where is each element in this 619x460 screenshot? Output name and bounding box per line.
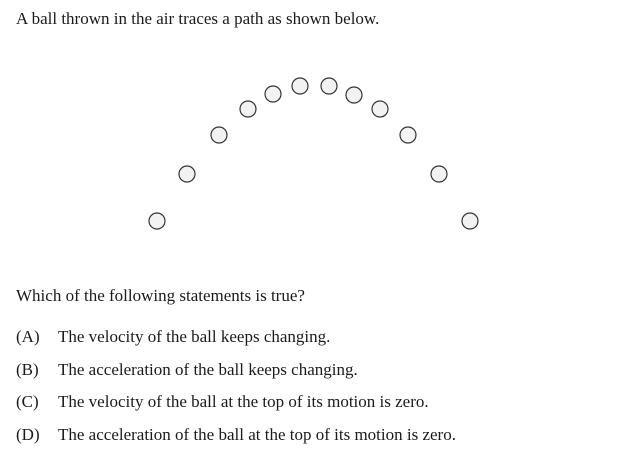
ball-8 — [346, 87, 362, 103]
choice-c[interactable] — [16, 391, 456, 424]
ball-12 — [462, 213, 478, 229]
answer-choices — [16, 326, 456, 456]
ball-path — [149, 78, 478, 229]
choice-letter: (C) — [16, 392, 39, 411]
ball-9 — [372, 101, 388, 117]
question-prompt: Which of the following statements is true? — [16, 286, 305, 305]
ball-2 — [179, 166, 195, 182]
ball-5 — [265, 86, 281, 102]
ball-3 — [211, 127, 227, 143]
problem-intro: A ball thrown in the air traces a path as shown below. — [16, 9, 380, 28]
ball-11 — [431, 166, 447, 182]
choice-letter: (A) — [16, 327, 40, 346]
choice-text: The velocity of the ball at the top of its motion is zero. — [58, 392, 429, 411]
ball-4 — [240, 101, 256, 117]
choice-d[interactable] — [16, 424, 456, 457]
choice-a[interactable] — [16, 326, 456, 359]
choice-text: The velocity of the ball keeps changing. — [58, 327, 331, 346]
ball-6 — [292, 78, 308, 94]
ball-1 — [149, 213, 165, 229]
ball-10 — [400, 127, 416, 143]
choice-letter: (B) — [16, 359, 39, 379]
choice-b[interactable] — [16, 359, 456, 392]
choice-text: The acceleration of the ball at the top of its motion is zero. — [58, 424, 456, 444]
choice-letter: (D) — [16, 424, 40, 444]
choice-text: The acceleration of the ball keeps changing. — [58, 359, 358, 379]
ball-7 — [321, 78, 337, 94]
